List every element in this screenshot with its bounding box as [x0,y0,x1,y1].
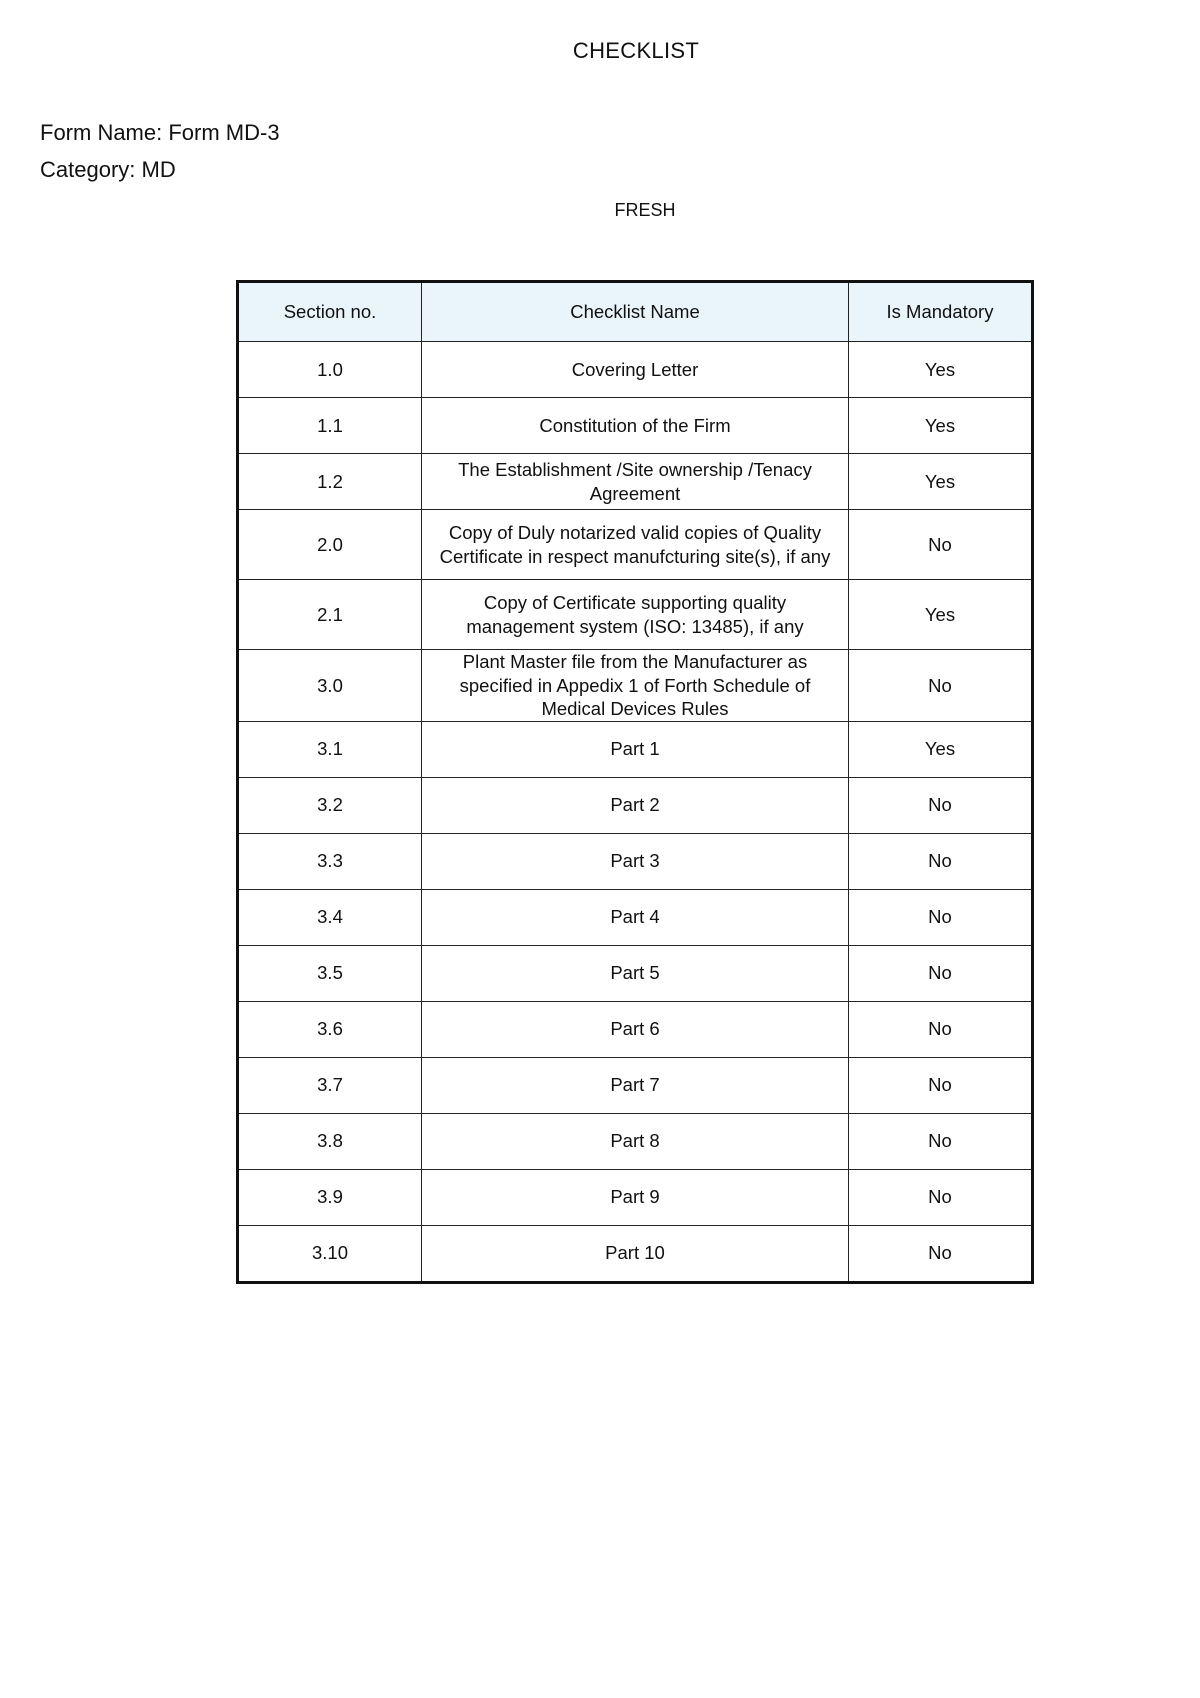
header-section-no: Section no. [238,282,422,342]
page-title: CHECKLIST [572,38,700,63]
section-number-cell: 3.10 [238,1225,422,1282]
checklist-name-cell: Copy of Certificate supporting quality management system (ISO: 13485), if any [422,580,849,650]
table-row [238,1001,1033,1057]
section-number-cell: 2.1 [238,580,422,650]
section-number-cell: 1.1 [238,398,422,454]
section-number-cell: 3.0 [238,650,422,722]
checklist-name-cell: Part 5 [422,945,849,1001]
table-row [238,721,1033,777]
table-row [238,945,1033,1001]
checklist-name-cell: Part 6 [422,1001,849,1057]
section-number-cell: 3.6 [238,1001,422,1057]
table-row [238,1057,1033,1113]
table-row [238,777,1033,833]
mandatory-cell: Yes [849,342,1033,398]
table-row [238,398,1033,454]
checklist-name-cell: Part 8 [422,1113,849,1169]
table-row [238,510,1033,580]
section-number-cell: 3.2 [238,777,422,833]
checklist-name-cell: Covering Letter [422,342,849,398]
section-number-cell: 3.1 [238,721,422,777]
table-row [238,889,1033,945]
checklist-name-cell: Part 1 [422,721,849,777]
checklist-name-cell: Part 4 [422,889,849,945]
checklist-name-cell: The Establishment /Site ownership /Tenacy Agreement [422,454,849,510]
mandatory-cell: Yes [849,721,1033,777]
section-number-cell: 3.4 [238,889,422,945]
checklist-name-cell: Constitution of the Firm [422,398,849,454]
section-number-cell: 1.0 [238,342,422,398]
form-name-label: Form Name: Form MD-3 [40,120,280,145]
mandatory-cell: No [849,889,1033,945]
table-row [238,650,1033,722]
section-number-cell: 3.9 [238,1169,422,1225]
mandatory-cell: No [849,777,1033,833]
checklist-name-cell: Plant Master file from the Manufacturer as specified in Appedix 1 of Forth Schedule of Medical Devices Rules [422,650,849,722]
section-number-cell: 3.3 [238,833,422,889]
table-header-row [238,282,1033,342]
mandatory-cell: No [849,1001,1033,1057]
checklist-name-cell: Part 10 [422,1225,849,1282]
mandatory-cell: No [849,1113,1033,1169]
checklist-name-cell: Part 9 [422,1169,849,1225]
section-number-cell: 3.8 [238,1113,422,1169]
mandatory-cell: No [849,833,1033,889]
table-row [238,342,1033,398]
section-number-cell: 2.0 [238,510,422,580]
table-row [238,454,1033,510]
mandatory-cell: No [849,1169,1033,1225]
mandatory-cell: Yes [849,454,1033,510]
table-row [238,580,1033,650]
mandatory-cell: Yes [849,398,1033,454]
header-checklist-name: Checklist Name [422,282,849,342]
section-number-cell: 1.2 [238,454,422,510]
mandatory-cell: No [849,945,1033,1001]
mandatory-cell: Yes [849,580,1033,650]
table-row [238,1225,1033,1282]
application-type-label: FRESH [614,200,676,220]
mandatory-cell: No [849,1057,1033,1113]
checklist-table [236,280,1034,1284]
checklist-name-cell: Part 7 [422,1057,849,1113]
checklist-name-cell: Part 3 [422,833,849,889]
checklist-name-cell: Copy of Duly notarized valid copies of Quality Certificate in respect manufcturing site(s), if any [422,510,849,580]
table-row [238,1169,1033,1225]
category-label: Category: MD [40,157,176,182]
section-number-cell: 3.5 [238,945,422,1001]
mandatory-cell: No [849,1225,1033,1282]
mandatory-cell: No [849,650,1033,722]
header-is-mandatory: Is Mandatory [849,282,1033,342]
table-row [238,833,1033,889]
table-row [238,1113,1033,1169]
mandatory-cell: No [849,510,1033,580]
checklist-name-cell: Part 2 [422,777,849,833]
section-number-cell: 3.7 [238,1057,422,1113]
